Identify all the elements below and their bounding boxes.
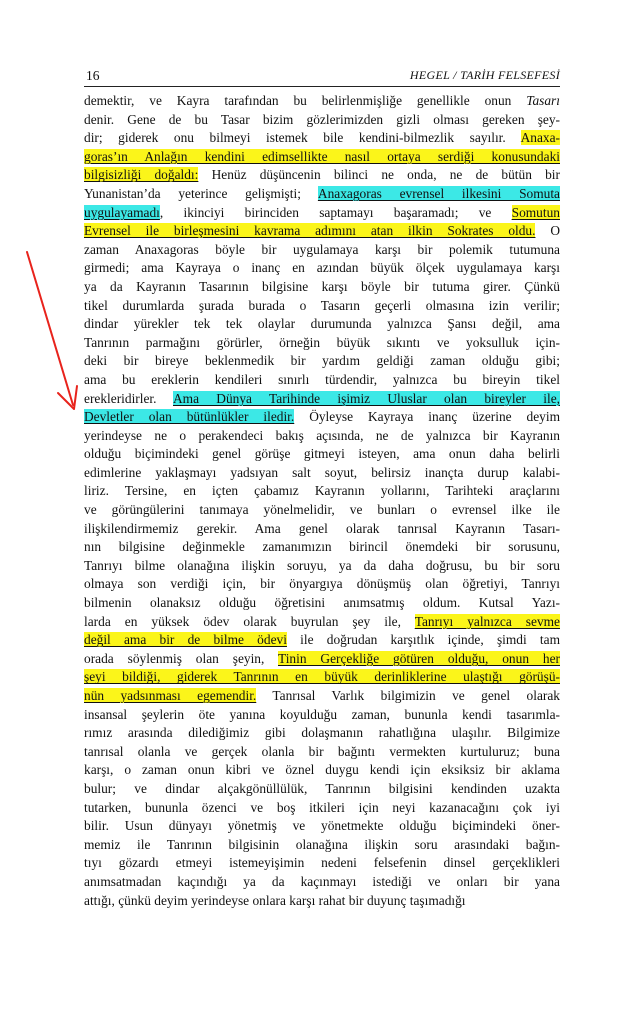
text-run: anımsatmadan kaçındığı ya da kaçınmayı istediği ve onları bir yana [84,873,560,889]
text-run: Öyleyse Kayraya inanç üzerine deyim [294,409,560,425]
text-line [84,631,560,650]
text-line [84,854,560,873]
page-header [84,66,560,87]
text-line [84,148,560,167]
highlight-yellow: bilgisizliği doğaldı: [84,167,199,183]
body-text [84,92,560,910]
text-line [84,817,560,836]
text-run: insansal şeylerin öte yanına koyulduğu zaman, bununla kendi tasarımla- [84,706,560,722]
highlight-cyan: Ama Dünya Tarihinde işimiz Uluslar olan bireyler ile, [173,390,560,406]
text-run: , ikinciyi birinciden saptamayı başaramadı; ve [159,204,512,220]
text-run: tıyı gözardı etmeyi istemeyişimin nedeni felsefenin dinsel gerçeklikleri [84,855,560,871]
text-line [84,892,560,911]
highlight-yellow: goras’ın Anlağın kendini edimsellikte nasıl ortaya serdiği konusundaki [84,148,560,164]
text-run: demektir, ve Kayra tarafından bu belirlenmişliğe genellikle onun [84,93,527,108]
text-run: Tanrının parmağını görürler, örneğin büyük sıkıntı ve yoksulluk için- [84,334,560,350]
text-run: larda en yüksek ödev olarak buyrulan şey ile, [84,613,415,629]
text-run: bilmenin olanaksız olduğu öğretisini anımsatmış oldum. Kutsal Yazı- [84,595,560,611]
text-line [84,687,560,706]
text-run: bulur; ve dindar alçakgönüllülük, Tanrının bilgisini kendinden uzakta [84,780,560,796]
highlight-yellow: değil ama bir de bilme ödevi [84,632,287,648]
text-line [84,594,560,613]
text-line [84,204,560,223]
text-run: ya da Kayranın Tasarının bilgisine karşı böyle bir tutuma girer. Çünkü [84,278,560,294]
text-line [84,185,560,204]
text-line [84,724,560,743]
text-line [84,111,560,130]
text-run: bilir. Usun dünyayı yönetmiş ve yönetmekte olduğu biçimindeki öner- [84,818,560,834]
text-run: olduğu biçimindeki genel görüşe gitmeyi isteyen, ama onun daha belirli [84,446,560,462]
text-line [84,761,560,780]
highlight-yellow: şeyi bildiği, giderek Tanrının en büyük derinliklerine ulaştığı görüşü- [84,669,560,685]
highlight-yellow: nün yadsınması egemendir. [84,688,257,703]
text-run: denir. Gene de bu Tasar bizim gözlerimizden gizli olması gereken şey- [84,111,560,127]
text-line [84,315,560,334]
text-run: dindar yürekler tek tek olaylar durumunda yalnızca Şansı değil, ama [84,316,560,332]
text-run: orada söylenmiş olan şeyin, [84,650,278,666]
text-line [84,334,560,353]
text-line [84,464,560,483]
text-run: Tanrısal Varlık bilgimizin ve genel olarak [256,688,560,703]
text-line [84,780,560,799]
text-run: Tanrıyı bilme olanağına ilişkin soruyu, ya da daha doğrusu, bu bir soru [84,557,560,573]
text-run: ve görüngülerini tanımaya yönelmelidir, ve bunları o evrensel ilke ile [84,502,560,518]
text-line [84,799,560,818]
text-run: erekleridirler. [84,390,174,406]
text-run: ama bu ereklerin kendileri sınırlı türdendir, yalnızca bu bireyin tikel [84,371,560,387]
text-run: karşı, o zaman onun kibri ve öznel duygu kendi için eksiksiz bir aklama [84,762,560,778]
text-line [84,408,560,427]
text-line [84,501,560,520]
text-line [84,873,560,892]
highlight-cyan: uygulayamadı [84,204,160,220]
text-run: zaman Anaxagoras böyle bir uygulamaya karşı bir polemik tutumuna [84,241,560,257]
text-line [84,445,560,464]
text-line [84,668,560,687]
highlight-yellow: Tanrıyı yalnızca sevme [414,613,560,629]
text-run: dir; giderek onu bilmeyi istemek bile kendini-bilmezlik sayılır. [84,130,521,146]
text-run: tutarken, bununla özenci ve boş itkileri için neyi kazanacağını çok iyi [84,799,560,815]
text-run: liriz. Tersine, en içten çabamız Kayranın yollarını, Tarihteki araçlarını [84,483,560,499]
text-run: attığı, çünkü deyim yerindeyse onlara karşı rahat bir duyunç taşımadığı [84,892,466,908]
text-run: rımız arasında dilediğimiz gibi dolaşmanın rahatlığına ulaşılır. Bilgimize [84,725,560,741]
text-line [84,743,560,762]
text-line [84,222,560,241]
highlight-yellow: Somutun [511,204,560,220]
text-line [84,836,560,855]
text-line [84,613,560,632]
text-run: deki bir bireye beklenmedik bir yardım geldiği zaman olduğu gibi; [84,353,560,369]
text-line [84,166,560,185]
text-line [84,352,560,371]
text-line [84,482,560,501]
text-run: girmedi; ama Kayraya o inanç en azından büyük ölçek uygulamaya karşı [84,260,560,276]
text-line [84,297,560,316]
text-run: tikel durumlarda şurada burada o Tasarın geçerli olmasına izin verilir; [84,297,560,313]
text-line [84,427,560,446]
text-run: nın bilgisine değinmekle zamanımızın birincil önemdeki bir sorusunu, [84,539,560,555]
text-run: yerindeyse ne o perakendeci bakış açısında, ne de yalnızca bir Kayranın [84,427,560,443]
text-line [84,538,560,557]
text-line [84,520,560,539]
highlight-cyan: Devletler olan bütünlükler iledir. [84,409,295,425]
text-line [84,129,560,148]
text-run: tanrısal olanla ve gerçek olanla bir bağıntı vermekten kurtuluruz; buna [84,743,560,759]
page-number: 16 [86,68,100,83]
text-run: olmaya son verdiği için, bir önyargıya dönüşmüş olan öğretiyi, Tanrıyı [84,576,560,592]
text-run: Yunanistan’da yeterince gelişmişti; [84,185,318,201]
text-run: Henüz düşüncenin bilinci ne onda, ne de bütün bir [198,167,560,183]
text-line [84,575,560,594]
text-run: ile doğrudan karşıtlık içinde, şimdi tam [286,632,560,648]
text-line [84,92,560,111]
highlight-yellow: Tinin Gerçekliğe götüren olduğu, onun her [278,650,560,666]
text-run: edimlerine yaklaşmayı yadsıyan salt soyut, belirsiz inançta durup kalabi- [84,464,560,480]
text-line [84,650,560,669]
text-run: ilişkilendirmemiz gerekir. Ama genel olarak tanrısal Kayranın Tasarı- [84,520,560,536]
highlight-yellow: Evrensel ile birleşmesini kavrama adımını atan ilkin Sokrates oldu. [84,223,536,239]
highlight-cyan: Anaxagoras evrensel ilkesini Somuta [317,185,560,201]
text-line [84,706,560,725]
text-run: memiz ile Tanrının bilgisinin olanağına ilişkin soru arasındaki bağın- [84,836,560,852]
text-line [84,557,560,576]
highlight-yellow: Anaxa- [520,130,560,146]
text-line [84,241,560,260]
italic-text: Tasarı [526,93,560,108]
text-run: O [535,223,560,239]
text-line [84,371,560,390]
text-line [84,278,560,297]
text-line [84,259,560,278]
text-line [84,390,560,409]
running-title: HEGEL / TARİH FELSEFESİ [409,68,560,82]
